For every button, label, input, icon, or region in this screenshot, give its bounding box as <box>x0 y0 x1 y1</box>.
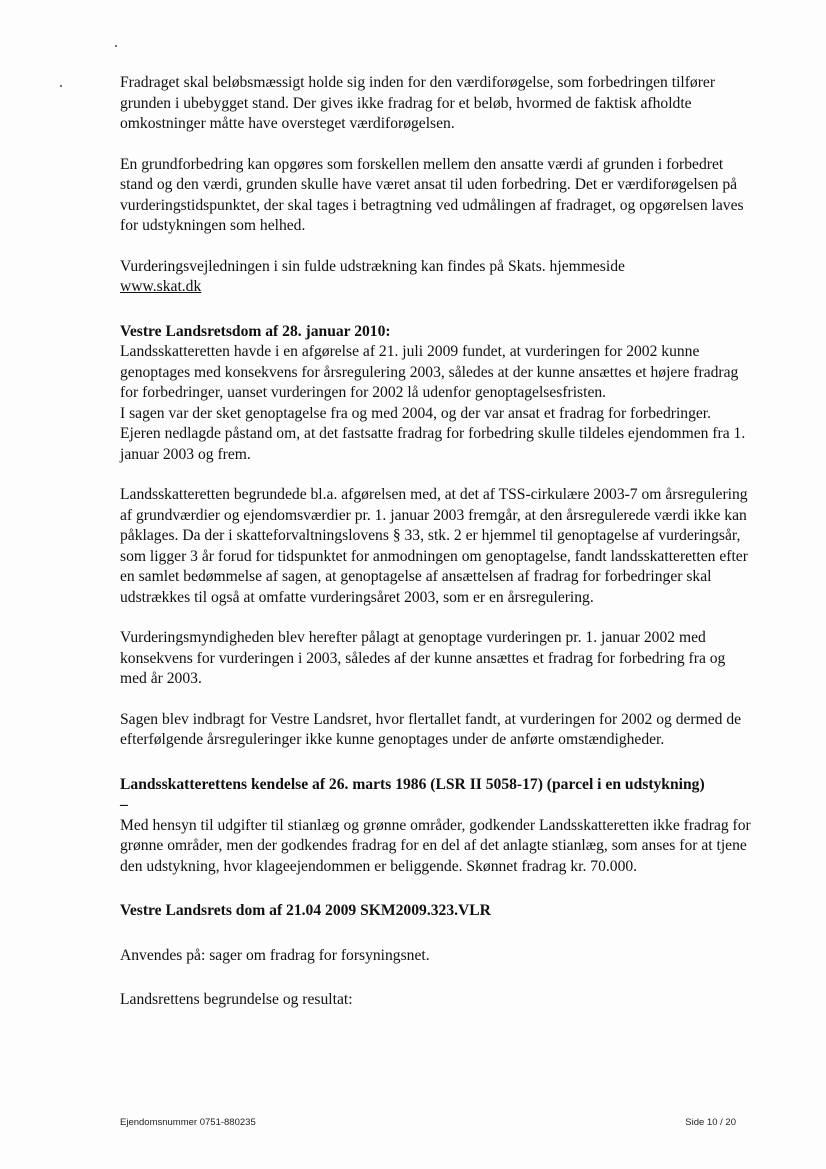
footer-property-number: Ejendomsnummer 0751-880235 <box>120 1117 256 1128</box>
paragraph-valuation-guide: Vurderingsvejledningen i sin fulde udstrækning kan findes på Skats. hjemmeside <box>120 257 625 275</box>
heading-vestre-landsret-2009: Vestre Landsrets dom af 21.04 2009 SKM2009.323.VLR <box>120 902 491 919</box>
paragraph-vestre-landsret-appeal: Sagen blev indbragt for Vestre Landsret, hvor flertallet fandt, at vurderingen for 2002 og dermed de efterfølgende årsreguleringer ikke kunne genoptages under de anførte omstændigheder. <box>120 710 742 748</box>
paragraph-applies-to: Anvendes på: sager om fradrag for forsyningsnet. <box>120 946 430 964</box>
paragraph-case-resumption: I sagen var der sket genoptagelse fra og med 2004, og der var ansat et fradrag for forbedringer. Ejeren nedlagde påstand om, at det fastsatte fradrag for forbedring skulle tildeles ejendommen fra 1. januar 2003 og frem. <box>120 404 746 463</box>
heading-landsskatteretten-1986: Landsskatterettens kendelse af 26. marts 1986 (LSR II 5058-17) (parcel i en udstykning) <box>120 775 705 793</box>
paragraph-deduction-limit: Fradraget skal beløbsmæssigt holde sig inden for den værdiforøgelse, som forbedringen tilfører grunden i ubebygget stand. Der gives ikke fradrag for et beløb, hvormed de faktisk afholdte omkostninger måtte have oversteget værdiforøgelsen. <box>120 74 716 132</box>
heading-vestre-landsretsdom-2010: Vestre Landsretsdom af 28. januar 2010: <box>120 322 391 340</box>
paragraph-landsskatteretten-decision: Landsskatteretten havde i en afgørelse af 21. juli 2009 fundet, at vurderingen for 2002 kunne genoptages med konsekvens for årsregulering 2003, således at der kunne ansættes et højere fradrag for forbedringer, uanset vurderingen for 2002 lå udenfor genoptagelsesfristen. <box>120 343 739 401</box>
scan-speck <box>60 85 62 87</box>
paragraph-justification: Landsskatteretten begrundede bl.a. afgørelsen med, at det af TSS-cirkulære 2003-7 om årsregulering af grundværdier og ejendomsværdier pr. 1. januar 2003 fremgår, at den årsregulerede værdi ikke kan påklages. Da der i skatteforvaltningslovens § 33, stk. 2 er hjemmel til genoptagelse af vurderingsår, som ligger 3 år forud for tidspunktet for anmodningen om genoptagelse, fandt landsskatteretten efter en samlet bedømmelse af sagen, at genoptagelse af ansættelsen af fradrag for forbedringer skal udstrækkes til også at omfatte vurderingsåret 2003, som er en årsregulering. <box>120 486 748 606</box>
heading-dash: – <box>120 796 128 813</box>
paragraph-ground-improvement: En grundforbedring kan opgøres som forskellen mellem den ansatte værdi af grunden i forbedret stand og den værdi, grunden skulle have været ansat til uden forbedring. Det er værdiforøgelsen på vurderingstidspunktet, der skal tages i betragtning ved udmålingen af fradraget, og opgørelsen laves for udstykningen som helhed. <box>120 155 744 234</box>
body-text <box>120 73 752 1011</box>
paragraph-court-reasoning: Landsrettens begrundelse og resultat: <box>120 991 353 1008</box>
footer-page-number: Side 10 / 20 <box>685 1117 736 1128</box>
scan-speck <box>115 45 117 47</box>
skat-link[interactable]: www.skat.dk <box>120 278 202 295</box>
paragraph-path-green-areas: Med hensyn til udgifter til stianlæg og grønne områder, godkender Landsskatteretten ikke fradrag for grønne områder, men der godkendes fradrag for en del af det anlagte stianlæg, som anses for at tjene den udstykning, hvor klageejendommen er beliggende. Skønnet fradrag kr. 70.000. <box>120 816 751 875</box>
paragraph-valuation-authority: Vurderingsmyndigheden blev herefter pålagt at genoptage vurderingen pr. 1. januar 2002 med konsekvens for vurderingen i 2003, således af der kunne ansættes et fradrag for forbedring fra og med år 2003. <box>120 629 726 687</box>
